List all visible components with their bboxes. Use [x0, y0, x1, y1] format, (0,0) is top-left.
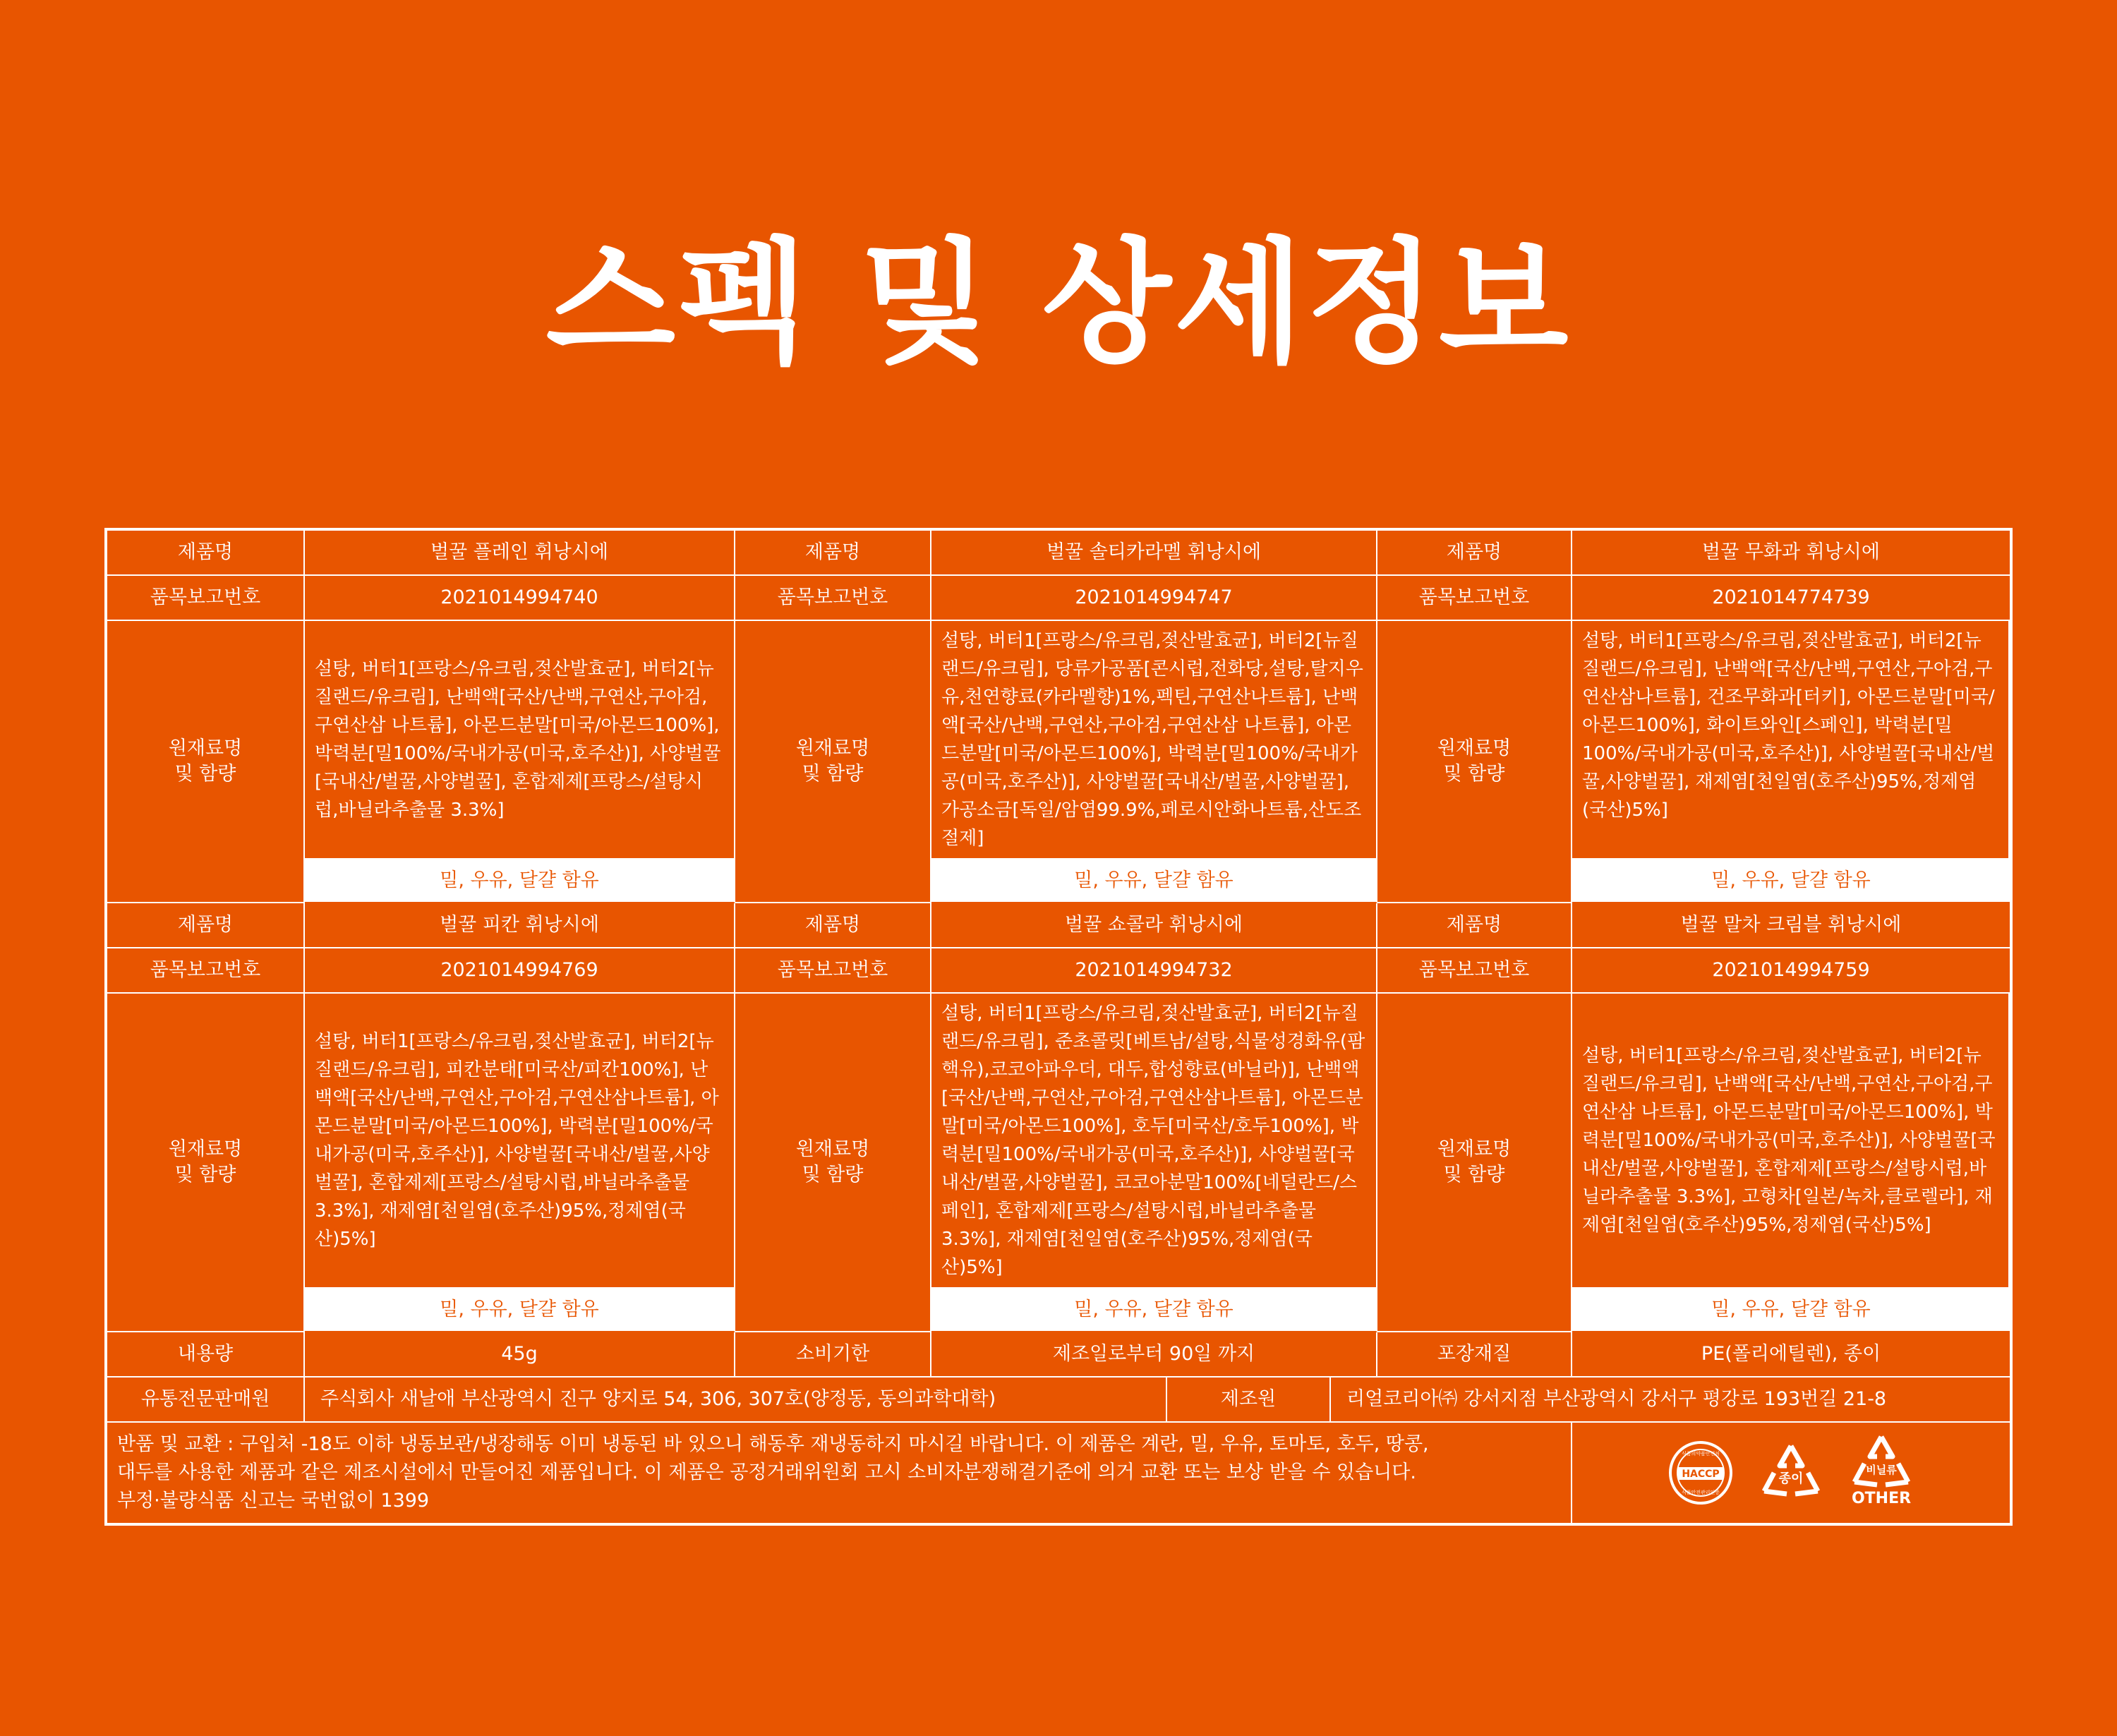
ingredients-4: 설탕, 버터1[프랑스/유크림,젖산발효균], 버터2[뉴질랜드/유크림], 피칸분태[미국산/피칸100%], 난백액[국산/난백,구연산,구아검,구연산삼나트륨], 아몬드분말[미국/아몬드100%], 박력분[밀100%/국내가공(미국,호주산)], 사양벌꿀[국내산/벌꿀,사양벌꿀], 혼합제제[프랑스/설탕시럽,바닐라추출물 3.3%], 재제염[천일염(호주산)95%,정제염(국산)5%] — [305, 994, 735, 1289]
label-distributor: 유통전문판매원 — [107, 1378, 305, 1423]
notice-line-1: 반품 및 교환 : 구입처 -18도 이하 냉동보관/냉장해동 이미 냉동된 바 있으니 해동후 재냉동하지 마시길 바랍니다. 이 제품은 계란, 밀, 우유, 토마토, 호두, 땅콩, — [117, 1433, 1429, 1455]
label-product-name: 제품명 — [735, 903, 931, 948]
label-ingredients: 원재료명 및 함량 — [735, 621, 931, 903]
label-product-name: 제품명 — [1377, 531, 1572, 576]
report-number-1: 2021014994740 — [305, 576, 735, 621]
label-shelf-life: 소비기한 — [735, 1332, 931, 1378]
vinyl-other-recycle-icon — [1849, 1434, 1914, 1512]
label-ingredients: 원재료명 및 함량 — [1377, 621, 1572, 903]
label-manufacturer: 제조원 — [1167, 1378, 1331, 1423]
label-packaging: 포장재질 — [1377, 1332, 1572, 1378]
label-ingredients: 원재료명 및 함량 — [107, 621, 305, 903]
manufacturer-value: 리얼코리아㈜ 강서지점 부산광역시 강서구 평강로 193번길 21-8 — [1331, 1378, 2010, 1423]
report-number-5: 2021014994732 — [931, 948, 1377, 994]
product-name-6: 벌꿀 말차 크림블 휘낭시에 — [1572, 903, 2010, 948]
haccp-top-text: 식품의약품안전처 — [1681, 1451, 1720, 1457]
ingredients-6: 설탕, 버터1[프랑스/유크림,젖산발효균], 버터2[뉴질랜드/유크림], 난백액[국산/난백,구연산,구아검,구연산삼 나트륨], 아몬드분말[미국/아몬드100%], 박력분[밀100%/국내가공(미국,호주산)], 사양벌꿀[국내산/벌꿀,사양벌꿀], 혼합제제[프랑스/설탕시럽,바닐라추출물 3.3%], 고형차[일본/녹차,클로렐라], 재제염[천일염(호주산)95%,정제염(국산)5%] — [1572, 994, 2010, 1289]
allergen-2: 밀, 우유, 달걀 함유 — [931, 860, 1377, 903]
vinyl-text: 비닐류 — [1866, 1464, 1897, 1476]
page-title: 스펙 및 상세정보 — [545, 225, 1572, 381]
ingredients-2: 설탕, 버터1[프랑스/유크림,젖산발효균], 버터2[뉴질랜드/유크림], 당류가공품[콘시럽,전화당,설탕,탈지우유,천연향료(카라멜향)1%,펙틴,구연산나트륨], 난백액[국산/난백,구연산,구아검,구연산삼 나트륨], 아몬드분말[미국/아몬드100%], 박력분[밀100%/국내가공(미국,호주산)], 사양벌꿀[국내산/벌꿀,사양벌꿀], 가공소금[독일/암염99.9%,페로시안화나트륨,산도조절제] — [931, 621, 1377, 860]
distributor-value: 주식회사 새날애 부산광역시 진구 양지로 54, 306, 307호(양정동, 동의과학대학) — [305, 1378, 1167, 1423]
allergen-6: 밀, 우유, 달걀 함유 — [1572, 1289, 2010, 1332]
product-name-4: 벌꿀 피칸 휘낭시에 — [305, 903, 735, 948]
allergen-1: 밀, 우유, 달걀 함유 — [305, 860, 735, 903]
notice-line-2: 대두를 사용한 제품과 같은 제조시설에서 만들어진 제품입니다. 이 제품은 공정거래위원회 고시 소비자분쟁해결기준에 의거 교환 또는 보상 받을 수 있습니다. — [117, 1461, 1416, 1483]
return-notice — [107, 1423, 1572, 1523]
report-number-2: 2021014994747 — [931, 576, 1377, 621]
haccp-icon — [1668, 1440, 1733, 1505]
paper-recycle-icon — [1759, 1440, 1823, 1505]
label-product-name: 제품명 — [735, 531, 931, 576]
label-ingredients: 원재료명 및 함량 — [107, 994, 305, 1332]
product-name-5: 벌꿀 쇼콜라 휘낭시에 — [931, 903, 1377, 948]
allergen-4: 밀, 우유, 달걀 함유 — [305, 1289, 735, 1332]
ingredients-1: 설탕, 버터1[프랑스/유크림,젖산발효균], 버터2[뉴질랜드/유크림], 난백액[국산/난백,구연산,구아검,구연산삼 나트륨], 아몬드분말[미국/아몬드100%], 박력분[밀100%/국내가공(미국,호주산)], 사양벌꿀[국내산/벌꿀,사양벌꿀], 혼합제제[프랑스/설탕시럽,바닐라추출물 3.3%] — [305, 621, 735, 860]
allergen-5: 밀, 우유, 달걀 함유 — [931, 1289, 1377, 1332]
packaging-value: PE(폴리에틸렌), 종이 — [1572, 1332, 2010, 1378]
label-report-number: 품목보고번호 — [1377, 948, 1572, 994]
label-ingredients: 원재료명 및 함량 — [1377, 994, 1572, 1332]
other-text: OTHER — [1851, 1490, 1912, 1507]
label-report-number: 품목보고번호 — [1377, 576, 1572, 621]
label-report-number: 품목보고번호 — [107, 576, 305, 621]
label-report-number: 품목보고번호 — [107, 948, 305, 994]
shelf-life-value: 제조일로부터 90일 까지 — [931, 1332, 1377, 1378]
report-number-4: 2021014994769 — [305, 948, 735, 994]
label-report-number: 품목보고번호 — [735, 576, 931, 621]
haccp-text: HACCP — [1682, 1469, 1720, 1480]
paper-text: 종이 — [1778, 1471, 1804, 1486]
ingredients-3: 설탕, 버터1[프랑스/유크림,젖산발효균], 버터2[뉴질랜드/유크림], 난백액[국산/난백,구연산,구아검,구연산삼나트륨], 건조무화과[터키], 아몬드분말[미국/아몬드100%], 화이트와인[스페인], 박력분[밀100%/국내가공(미국,호주산)], 사양벌꿀[국내산/벌꿀,사양벌꿀], 재제염[천일염(호주산)95%,정제염(국산)5%] — [1572, 621, 2010, 860]
product-name-2: 벌꿀 솔티카라멜 휘낭시에 — [931, 531, 1377, 576]
volume-value: 45g — [305, 1332, 735, 1378]
label-product-name: 제품명 — [1377, 903, 1572, 948]
certification-marks — [1572, 1423, 2010, 1523]
report-number-6: 2021014994759 — [1572, 948, 2010, 994]
notice-line-3: 부정·불량식품 신고는 국번없이 1399 — [117, 1490, 430, 1512]
label-product-name: 제품명 — [107, 903, 305, 948]
label-report-number: 품목보고번호 — [735, 948, 931, 994]
product-name-1: 벌꿀 플레인 휘낭시에 — [305, 531, 735, 576]
label-ingredients: 원재료명 및 함량 — [735, 994, 931, 1332]
label-volume: 내용량 — [107, 1332, 305, 1378]
report-number-3: 2021014774739 — [1572, 576, 2010, 621]
label-product-name: 제품명 — [107, 531, 305, 576]
haccp-bottom-text: 식품안전관리인증 — [1681, 1490, 1720, 1495]
spec-table — [104, 528, 2013, 1526]
ingredients-5: 설탕, 버터1[프랑스/유크림,젖산발효균], 버터2[뉴질랜드/유크림], 준초콜릿[베트남/설탕,식물성경화유(팜 핵유),코코아파우더, 대두,합성향료(바닐라)], 난백액[국산/난백,구연산,구아검,구연산삼나트륨], 아몬드분말[미국/아몬드100%], 호두[미국산/호두100%], 박력분[밀100%/국내가공(미국,호주산)], 사양벌꿀[국내산/벌꿀,사양벌꿀], 코코아분말100%[네덜란드/스페인], 혼합제제[프랑스/설탕시럽,바닐라추출물 3.3%], 재제염[천일염(호주산)95%,정제염(국산)5%] — [931, 994, 1377, 1289]
allergen-3: 밀, 우유, 달걀 함유 — [1572, 860, 2010, 903]
product-name-3: 벌꿀 무화과 휘낭시에 — [1572, 531, 2010, 576]
